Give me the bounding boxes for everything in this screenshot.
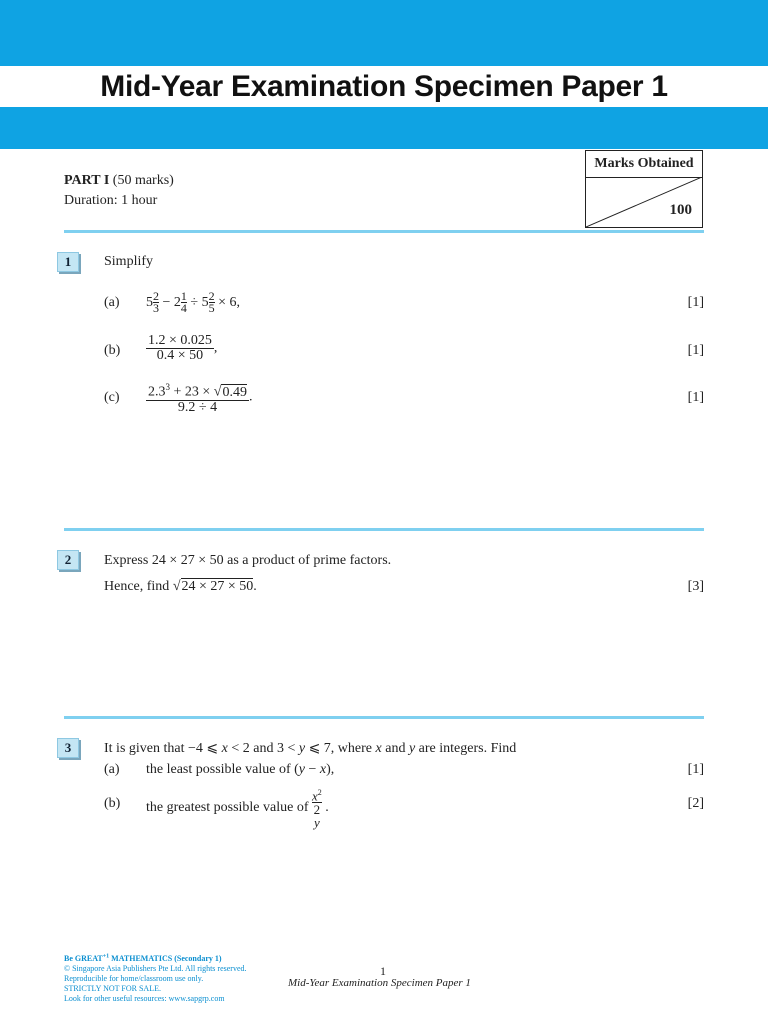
denominator: 0.4 × 50 <box>156 348 204 363</box>
marks-obtained-label: Marks Obtained <box>586 151 702 178</box>
numerator: 1.2 × 0.025 <box>148 333 212 348</box>
marks-allocation: [3] <box>687 579 704 594</box>
text-fragment: < 2 and 3 < <box>231 741 296 756</box>
part-marks: (50 marks) <box>112 173 174 188</box>
marks-obtained-box <box>585 150 703 228</box>
footer-paper-name: Mid-Year Examination Specimen Paper 1 <box>288 977 471 989</box>
header-bottom-band <box>0 107 768 149</box>
divider-rule <box>64 230 704 233</box>
denominator: 5 <box>208 301 215 316</box>
q3a-text <box>146 761 334 779</box>
part-duration: Duration: 1 hour <box>64 193 158 208</box>
page-number: 1 <box>380 964 386 978</box>
whole-number: 5 <box>201 295 209 310</box>
fraction <box>146 334 214 363</box>
marks-allocation: [2] <box>687 796 704 811</box>
header-top-band <box>0 0 768 66</box>
marks-allocation: [1] <box>687 295 704 310</box>
q3b-text <box>146 786 329 829</box>
exponent: 2 <box>317 788 322 797</box>
not-for-sale-line: STRICTLY NOT FOR SALE. <box>64 983 161 993</box>
text-fragment: It is given that −4 ⩽ <box>104 741 219 756</box>
text-fragment: Be GREAT <box>64 953 103 963</box>
fraction <box>153 291 159 314</box>
variable: x <box>221 741 228 756</box>
square-root-term: 24 × 27 × 50 <box>181 579 254 594</box>
divider-rule <box>64 716 704 719</box>
text-fragment: − <box>305 762 320 777</box>
text-fragment: the greatest possible value of <box>146 799 309 815</box>
subpart-label: (b) <box>104 343 121 358</box>
subpart-label: (a) <box>104 295 120 310</box>
divider-rule <box>64 528 704 531</box>
question-number: 3 <box>57 738 79 758</box>
numerator: 2 <box>208 289 215 304</box>
text-fragment: . <box>325 799 329 815</box>
q1a-expression <box>146 286 240 320</box>
numerator-part: + 23 × <box>173 384 211 400</box>
footer-publisher <box>64 951 247 1004</box>
variable: x <box>312 788 318 804</box>
expression-tail: . <box>248 389 253 405</box>
marks-allocation: [1] <box>687 343 704 358</box>
text-fragment: ⩽ 7, where <box>308 741 373 756</box>
square-root-term: 0.49 <box>222 384 247 400</box>
fraction <box>146 380 249 415</box>
question-stem: Simplify <box>104 254 154 269</box>
question-line: Hence, find √24 × 27 × 50. <box>104 579 257 594</box>
variable: y <box>298 741 306 756</box>
operator: ÷ <box>190 295 199 310</box>
expression-tail: × 6, <box>218 295 240 310</box>
subpart-label: (c) <box>104 390 120 405</box>
text-fragment: are integers. Find <box>418 741 517 756</box>
text-fragment: and <box>385 741 406 756</box>
denominator <box>312 803 322 829</box>
text-fragment: ), <box>326 762 335 777</box>
whole-number: 2 <box>173 295 181 310</box>
marks-total: 100 <box>669 202 692 218</box>
usage-line: Reproducible for home/classroom use only. <box>64 973 204 983</box>
marks-allocation: [1] <box>687 762 704 777</box>
variable: x <box>319 762 327 777</box>
fraction <box>181 291 187 314</box>
text-fragment: . <box>253 579 257 594</box>
coefficient: 2 <box>313 802 321 818</box>
variable: y <box>314 815 320 831</box>
part-name: PART I <box>64 173 110 188</box>
text-fragment: the least possible value of ( <box>146 762 299 777</box>
q1c-expression <box>146 380 252 415</box>
question-number: 2 <box>57 550 79 570</box>
copyright-line: © Singapore Asia Publishers Pte Ltd. All rights reserved. <box>64 963 247 973</box>
base: 2.3 <box>148 384 166 400</box>
operator: − <box>162 295 171 310</box>
denominator: 4 <box>180 301 187 316</box>
numerator: 2 <box>153 289 159 304</box>
denominator: 9.2 ÷ 4 <box>177 399 218 415</box>
expression-tail: , <box>213 340 218 356</box>
numerator: $2.3^3 + 23 \times √0.49$ <box>148 382 247 400</box>
question-stem: Express 24 × 27 × 50 as a product of prime factors. <box>104 553 392 568</box>
numerator: 1 <box>180 289 187 304</box>
text-fragment: Hence, find <box>104 579 170 594</box>
superscript: +1 <box>102 953 110 959</box>
question-number: 1 <box>57 252 79 272</box>
subpart-label: (b) <box>104 796 121 811</box>
page-title: Mid-Year Examination Specimen Paper 1 <box>100 70 668 103</box>
book-title <box>64 954 222 963</box>
numerator <box>312 786 322 803</box>
resources-line: Look for other useful resources: www.sapgrp.com <box>64 993 225 1003</box>
q1b-expression <box>146 334 217 363</box>
variable: y <box>408 741 416 756</box>
whole-number: 5 <box>146 295 153 310</box>
exponent: 3 <box>165 382 170 392</box>
text-fragment: MATHEMATICS (Secondary 1) <box>109 953 222 963</box>
denominator: 3 <box>153 301 159 316</box>
variable: x <box>375 741 382 756</box>
subpart-label: (a) <box>104 762 120 777</box>
fraction <box>209 291 215 314</box>
marks-allocation: [1] <box>687 390 704 405</box>
question-stem <box>104 740 516 758</box>
part-info <box>64 171 174 211</box>
fraction <box>312 786 322 829</box>
variable: y <box>298 762 306 777</box>
